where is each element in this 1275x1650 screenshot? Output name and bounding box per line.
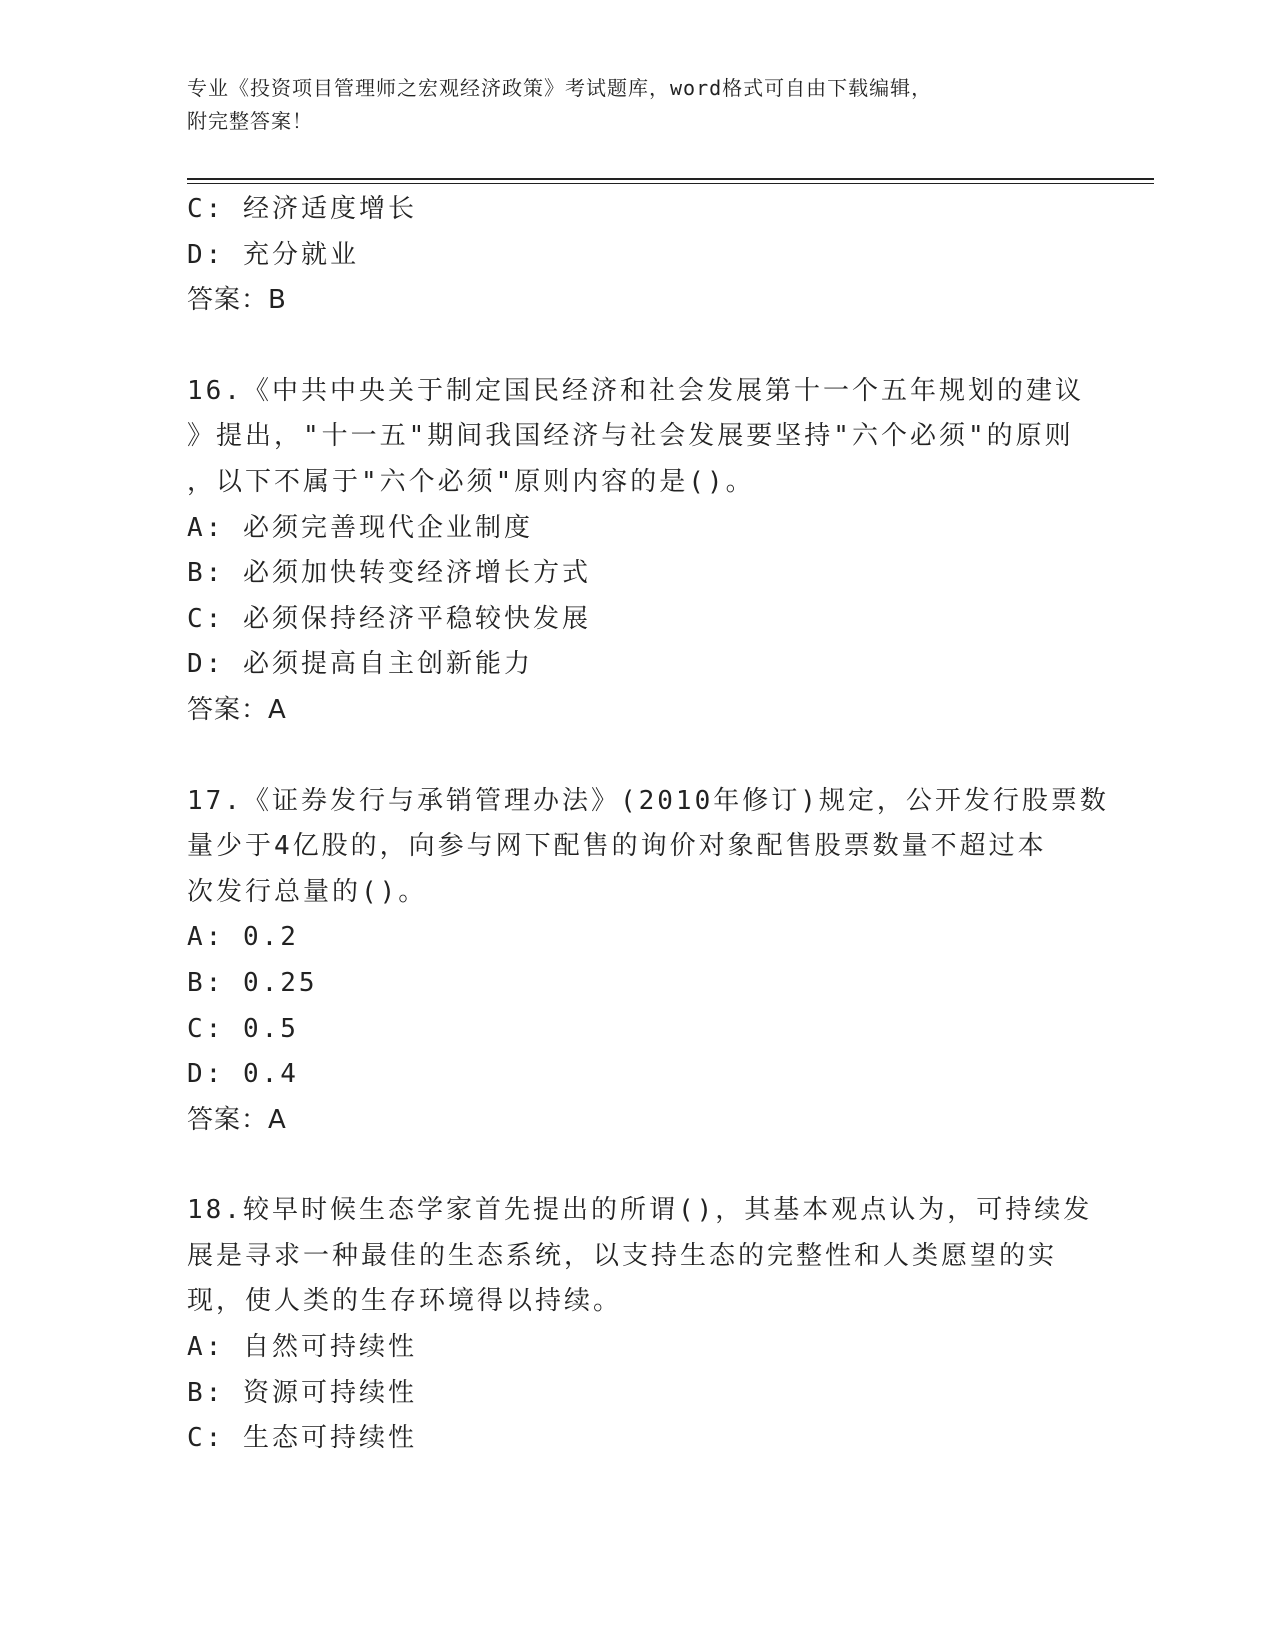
option-a: A: 0.2: [187, 922, 299, 953]
question-16: [187, 369, 1087, 734]
document-header: [187, 72, 1087, 138]
question-18: [187, 1188, 1093, 1462]
header-divider-thin: [187, 183, 1154, 184]
question-stem-line: 量少于4亿股的，向参与网下配售的询价对象配售股票数量不超过本: [187, 831, 1047, 862]
question-stem-line: 16.《中共中央关于制定国民经济和社会发展第十一个五年规划的建议: [187, 375, 1084, 406]
option-d: D: 必须提高自主创新能力: [187, 649, 533, 680]
answer-line: 答案：A: [187, 694, 287, 725]
option-a: A: 必须完善现代企业制度: [187, 512, 533, 543]
option-c: C: 生态可持续性: [187, 1423, 417, 1454]
option-b: B: 必须加快转变经济增长方式: [187, 558, 591, 589]
question-list: [187, 187, 1109, 1462]
question-stem-line: 17.《证券发行与承销管理办法》(2010年修订)规定，公开发行股票数: [187, 785, 1109, 816]
option-c: C: 必须保持经济平稳较快发展: [187, 603, 591, 634]
spacer: [187, 324, 1087, 369]
answer-line: 答案：B: [187, 285, 287, 316]
option-d: D: 充分就业: [187, 239, 359, 270]
option-c: C: 经济适度增长: [187, 194, 417, 224]
question-stem-line: 18.较早时候生态学家首先提出的所谓()，其基本观点认为，可持续发: [187, 1195, 1093, 1226]
question-stem-line: 展是寻求一种最佳的生态系统，以支持生态的完整性和人类愿望的实: [187, 1240, 1058, 1271]
question-stem-line: 次发行总量的()。: [187, 876, 428, 907]
question-stem-line: 》提出，"十一五"期间我国经济与社会发展要坚持"六个必须"的原则: [187, 421, 1074, 452]
spacer: [187, 1143, 1087, 1188]
question-stem-line: 现，使人类的生存环境得以持续。: [187, 1286, 623, 1317]
option-b: B: 资源可持续性: [187, 1377, 417, 1408]
question-stem-line: ，以下不属于"六个必须"原则内容的是()。: [187, 466, 755, 497]
header-line-1: 专业《投资项目管理师之宏观经济政策》考试题库，word格式可自由下载编辑，: [187, 76, 933, 100]
option-d: D: 0.4: [187, 1059, 299, 1090]
spacer: [187, 734, 1087, 779]
answer-line: 答案：A: [187, 1104, 287, 1135]
option-a: A: 自然可持续性: [187, 1332, 417, 1363]
option-c: C: 0.5: [187, 1013, 299, 1044]
option-b: B: 0.25: [187, 967, 318, 998]
question-17: [187, 779, 1109, 1144]
previous-question-tail: [187, 187, 1087, 324]
header-line-2: 附完整答案！: [187, 109, 313, 133]
header-divider-thick: [187, 178, 1154, 180]
